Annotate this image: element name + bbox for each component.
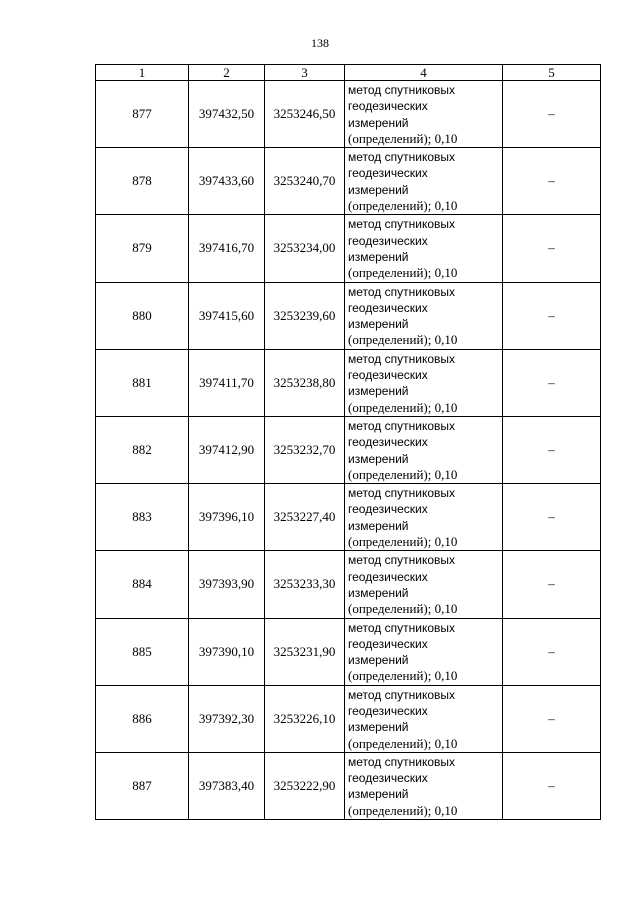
- method-line: метод спутниковых: [348, 418, 456, 433]
- column-5-cell: –: [503, 551, 601, 618]
- point-number-cell: 881: [96, 349, 189, 416]
- point-number-cell: 878: [96, 148, 189, 215]
- y-coordinate-cell: 3253234,00: [265, 215, 345, 282]
- method-line: геодезических: [348, 502, 428, 517]
- table-row: [96, 148, 601, 215]
- y-coordinate-cell: 3253239,60: [265, 282, 345, 349]
- x-coordinate-cell: 397411,70: [189, 349, 265, 416]
- method-line: (определений); 0,10: [348, 601, 458, 617]
- method-line: метод спутниковых: [348, 284, 456, 299]
- point-number-cell: 887: [96, 752, 189, 819]
- method-cell: [345, 484, 503, 551]
- method-line: метод спутниковых: [348, 351, 456, 366]
- method-line: (определений); 0,10: [348, 466, 458, 482]
- method-cell: [345, 81, 503, 148]
- column-5-cell: –: [503, 416, 601, 483]
- method-cell: [345, 618, 503, 685]
- column-5-cell: –: [503, 215, 601, 282]
- y-coordinate-cell: 3253231,90: [265, 618, 345, 685]
- point-number-cell: 882: [96, 416, 189, 483]
- table-header-row: [96, 65, 601, 81]
- header-col-1: 1: [96, 65, 189, 81]
- point-number-cell: 880: [96, 282, 189, 349]
- method-line: геодезических: [348, 703, 428, 718]
- method-line: (определений); 0,10: [348, 534, 458, 550]
- method-line: измерений: [348, 518, 409, 533]
- table-row: [96, 215, 601, 282]
- y-coordinate-cell: 3253233,30: [265, 551, 345, 618]
- method-line: геодезических: [348, 569, 428, 584]
- x-coordinate-cell: 397392,30: [189, 685, 265, 752]
- table-row: [96, 416, 601, 483]
- header-col-2: 2: [189, 65, 265, 81]
- method-cell: [345, 416, 503, 483]
- column-5-cell: –: [503, 685, 601, 752]
- method-line: (определений); 0,10: [348, 198, 458, 214]
- table-row: [96, 752, 601, 819]
- method-line: измерений: [348, 653, 409, 668]
- method-line: измерений: [348, 787, 409, 802]
- header-col-4: 4: [345, 65, 503, 81]
- method-line: измерений: [348, 384, 409, 399]
- page-number: 138: [311, 36, 329, 50]
- table-row: [96, 551, 601, 618]
- method-line: измерений: [348, 317, 409, 332]
- method-line: (определений); 0,10: [348, 399, 458, 415]
- y-coordinate-cell: 3253238,80: [265, 349, 345, 416]
- point-number-cell: 877: [96, 81, 189, 148]
- point-number-cell: 883: [96, 484, 189, 551]
- method-cell: [345, 685, 503, 752]
- column-5-cell: –: [503, 752, 601, 819]
- y-coordinate-cell: 3253226,10: [265, 685, 345, 752]
- point-number-cell: 885: [96, 618, 189, 685]
- method-cell: [345, 282, 503, 349]
- column-5-cell: –: [503, 349, 601, 416]
- method-line: измерений: [348, 182, 409, 197]
- coordinates-table: [95, 64, 601, 820]
- table-row: [96, 484, 601, 551]
- method-cell: [345, 752, 503, 819]
- method-line: метод спутниковых: [348, 754, 456, 769]
- x-coordinate-cell: 397390,10: [189, 618, 265, 685]
- method-line: (определений); 0,10: [348, 130, 458, 146]
- method-cell: [345, 148, 503, 215]
- method-line: геодезических: [348, 166, 428, 181]
- column-5-cell: –: [503, 282, 601, 349]
- x-coordinate-cell: 397412,90: [189, 416, 265, 483]
- method-line: измерений: [348, 720, 409, 735]
- x-coordinate-cell: 397416,70: [189, 215, 265, 282]
- method-line: метод спутниковых: [348, 150, 456, 165]
- method-line: геодезических: [348, 435, 428, 450]
- x-coordinate-cell: 397415,60: [189, 282, 265, 349]
- header-col-3: 3: [265, 65, 345, 81]
- x-coordinate-cell: 397433,60: [189, 148, 265, 215]
- method-line: (определений); 0,10: [348, 802, 458, 818]
- method-cell: [345, 215, 503, 282]
- header-col-5: 5: [503, 65, 601, 81]
- column-5-cell: –: [503, 484, 601, 551]
- method-line: геодезических: [348, 99, 428, 114]
- method-line: геодезических: [348, 636, 428, 651]
- method-line: измерений: [348, 249, 409, 264]
- method-line: измерений: [348, 115, 409, 130]
- method-line: метод спутниковых: [348, 217, 456, 232]
- method-line: измерений: [348, 585, 409, 600]
- column-5-cell: –: [503, 618, 601, 685]
- method-cell: [345, 551, 503, 618]
- column-5-cell: –: [503, 148, 601, 215]
- y-coordinate-cell: 3253240,70: [265, 148, 345, 215]
- x-coordinate-cell: 397393,90: [189, 551, 265, 618]
- method-line: (определений); 0,10: [348, 735, 458, 751]
- method-cell: [345, 349, 503, 416]
- point-number-cell: 879: [96, 215, 189, 282]
- method-line: метод спутниковых: [348, 687, 456, 702]
- method-line: геодезических: [348, 771, 428, 786]
- point-number-cell: 886: [96, 685, 189, 752]
- method-line: метод спутниковых: [348, 83, 456, 97]
- column-5-cell: –: [503, 81, 601, 148]
- table-row: [96, 81, 601, 148]
- y-coordinate-cell: 3253232,70: [265, 416, 345, 483]
- method-line: метод спутниковых: [348, 620, 456, 635]
- table-row: [96, 349, 601, 416]
- table-row: [96, 685, 601, 752]
- table-body: [96, 81, 601, 820]
- method-line: метод спутниковых: [348, 553, 456, 568]
- method-line: геодезических: [348, 233, 428, 248]
- method-line: геодезических: [348, 300, 428, 315]
- point-number-cell: 884: [96, 551, 189, 618]
- method-line: геодезических: [348, 368, 428, 383]
- method-line: (определений); 0,10: [348, 265, 458, 281]
- method-line: (определений); 0,10: [348, 332, 458, 348]
- x-coordinate-cell: 397383,40: [189, 752, 265, 819]
- method-line: измерений: [348, 451, 409, 466]
- x-coordinate-cell: 397396,10: [189, 484, 265, 551]
- table-row: [96, 282, 601, 349]
- method-line: метод спутниковых: [348, 486, 456, 501]
- y-coordinate-cell: 3253246,50: [265, 81, 345, 148]
- table-row: [96, 618, 601, 685]
- y-coordinate-cell: 3253227,40: [265, 484, 345, 551]
- x-coordinate-cell: 397432,50: [189, 81, 265, 148]
- method-line: (определений); 0,10: [348, 668, 458, 684]
- y-coordinate-cell: 3253222,90: [265, 752, 345, 819]
